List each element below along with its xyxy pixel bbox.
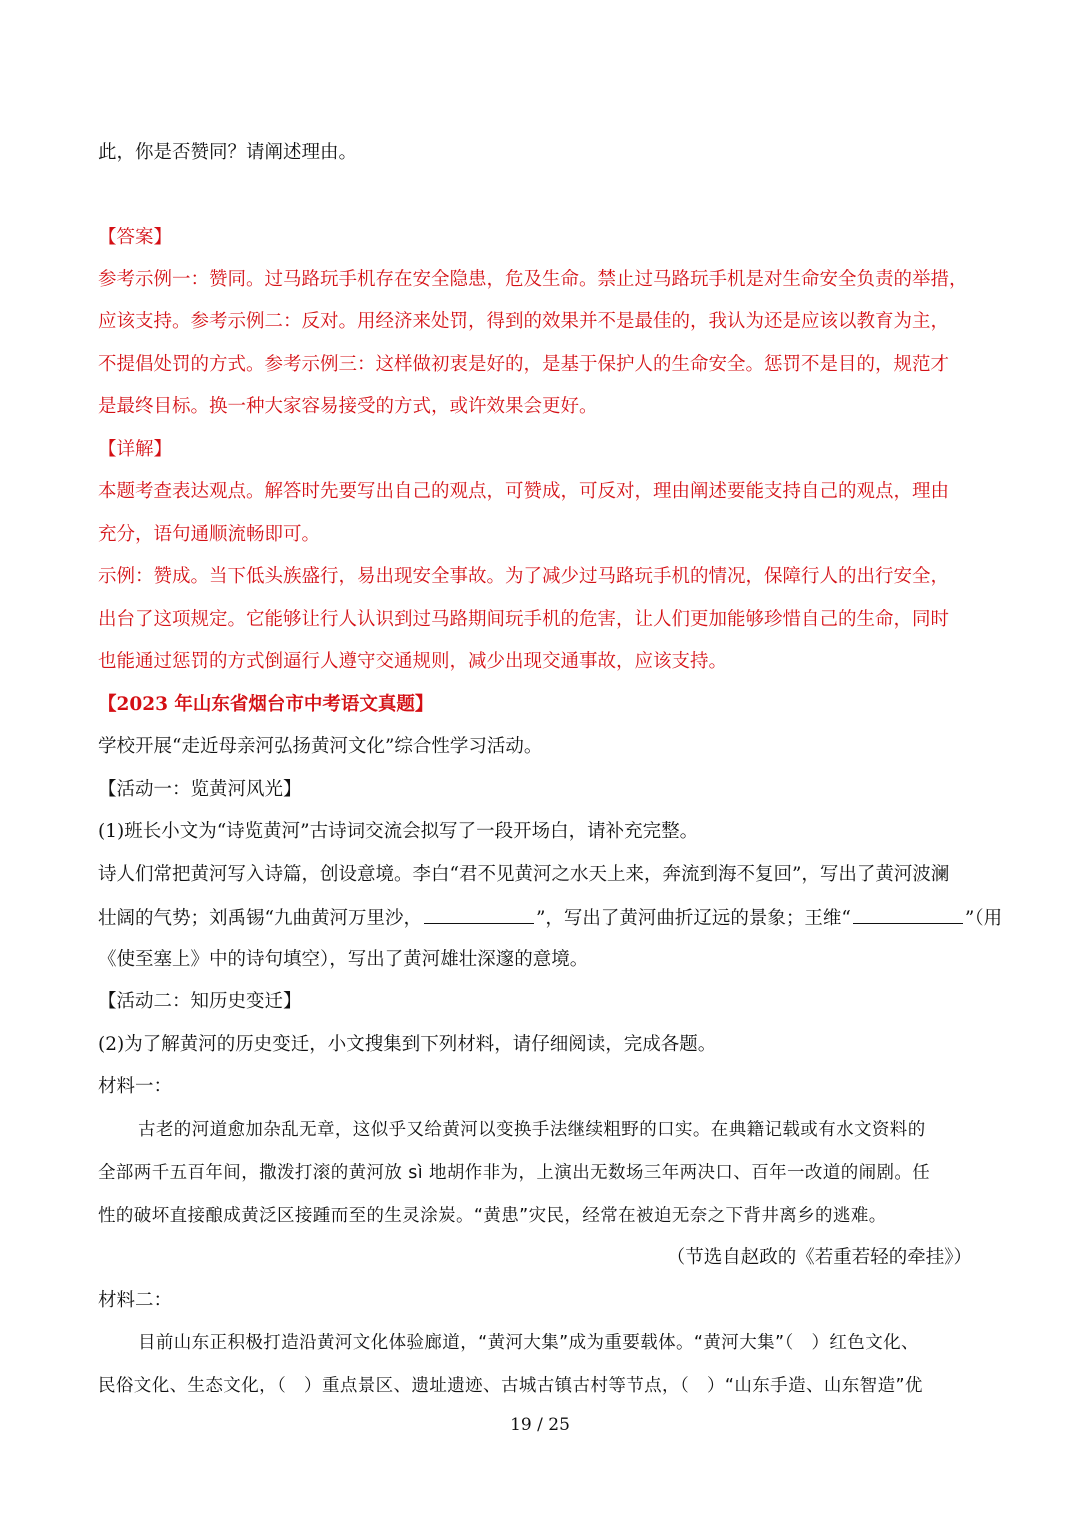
material-two-label: 材料二：	[98, 1290, 173, 1311]
poem-fill-line	[98, 903, 1003, 933]
answer-line: 参考示例一：赞同。过马路玩手机存在安全隐患，危及生命。禁止过马路玩手机是对生命安全负责的举措，	[98, 269, 968, 290]
question-2: (2)为了解黄河的历史变迁，小文搜集到下列材料，请仔细阅读，完成各题。	[98, 1034, 717, 1055]
question-1: (1)班长小文为“诗览黄河”古诗词交流会拟写了一段开场白，请补充完整。	[98, 821, 699, 842]
fill-blank-1[interactable]	[424, 903, 534, 924]
explanation-line: 充分，语句通顺流畅即可。	[98, 524, 321, 545]
explanation-line: 本题考查表达观点。解答时先要写出自己的观点，可赞成，可反对，理由阐述要能支持自己的观点，理由	[98, 481, 950, 502]
material-one-source: （节选自赵政的《若重若轻的牵挂》）	[666, 1247, 972, 1268]
poem-fill-text: 壮阔的气势；刘禹锡“九曲黄河万里沙，	[98, 908, 422, 929]
page-number: 19 / 25	[510, 1415, 570, 1435]
material-one-text: 古老的河道愈加杂乱无章，这似乎又给黄河以变换手法继续粗野的口实。在典籍记载或有水文资料的	[138, 1120, 926, 1140]
answer-line: 是最终目标。换一种大家容易接受的方式，或许效果会更好。	[98, 396, 598, 417]
activity-two-heading: 【活动二：知历史变迁】	[98, 991, 302, 1012]
poem-fill-text: ”（用	[964, 908, 1003, 929]
material-one-text: 全部两千五百年间，撒泼打滚的黄河放 sì 地胡作非为，上演出无数场三年两决口、百年一改道的闹剧。任	[98, 1163, 931, 1183]
explanation-line: 出台了这项规定。它能够让行人认识到过马路期间玩手机的危害，让人们更加能够珍惜自己的生命，同时	[98, 609, 950, 630]
material-one-text: 性的破坏直接酿成黄泛区接踵而至的生灵涂炭。“黄患”灾民，经常在被迫无奈之下背井离乡的逃难。	[98, 1206, 887, 1226]
explanation-heading: 【详解】	[98, 439, 173, 460]
question-tail: 此，你是否赞同？请阐述理由。	[98, 142, 358, 163]
fill-blank-2[interactable]	[853, 903, 963, 924]
material-two-text: 目前山东正积极打造沿黄河文化体验廊道，“黄河大集”成为重要载体。“黄河大集”（ ）红色文化、	[138, 1333, 919, 1353]
poem-fill-text: ”，写出了黄河曲折辽远的景象；王维“	[535, 908, 851, 929]
exam-source-title: 【2023 年山东省烟台市中考语文真题】	[98, 694, 434, 715]
activity-one-heading: 【活动一：览黄河风光】	[98, 779, 302, 800]
answer-heading: 【答案】	[98, 227, 173, 248]
activity-intro: 学校开展“走近母亲河弘扬黄河文化”综合性学习活动。	[98, 736, 543, 757]
answer-line: 不提倡处罚的方式。参考示例三：这样做初衷是好的，是基于保护人的生命安全。惩罚不是目的，规范才	[98, 354, 950, 375]
explanation-line: 也能通过惩罚的方式倒逼行人遵守交通规则，减少出现交通事故，应该支持。	[98, 651, 728, 672]
explanation-line: 示例：赞成。当下低头族盛行，易出现安全事故。为了减少过马路玩手机的情况，保障行人的出行安全，	[98, 566, 950, 587]
poem-paragraph-line: 诗人们常把黄河写入诗篇，创设意境。李白“君不见黄河之水天上来，奔流到海不复回”，写出了黄河波澜	[98, 864, 950, 885]
material-two-text: 民俗文化、生态文化，（ ）重点景区、遗址遗迹、古城古镇古村等节点，（ ）“山东手造、山东智造”优	[98, 1376, 923, 1396]
answer-line: 应该支持。参考示例二：反对。用经济来处罚，得到的效果并不是最佳的，我认为还是应该以教育为主，	[98, 311, 950, 332]
material-one-label: 材料一：	[98, 1076, 173, 1097]
poem-paragraph-line: 《使至塞上》中的诗句填空），写出了黄河雄壮深邃的意境。	[98, 949, 589, 970]
